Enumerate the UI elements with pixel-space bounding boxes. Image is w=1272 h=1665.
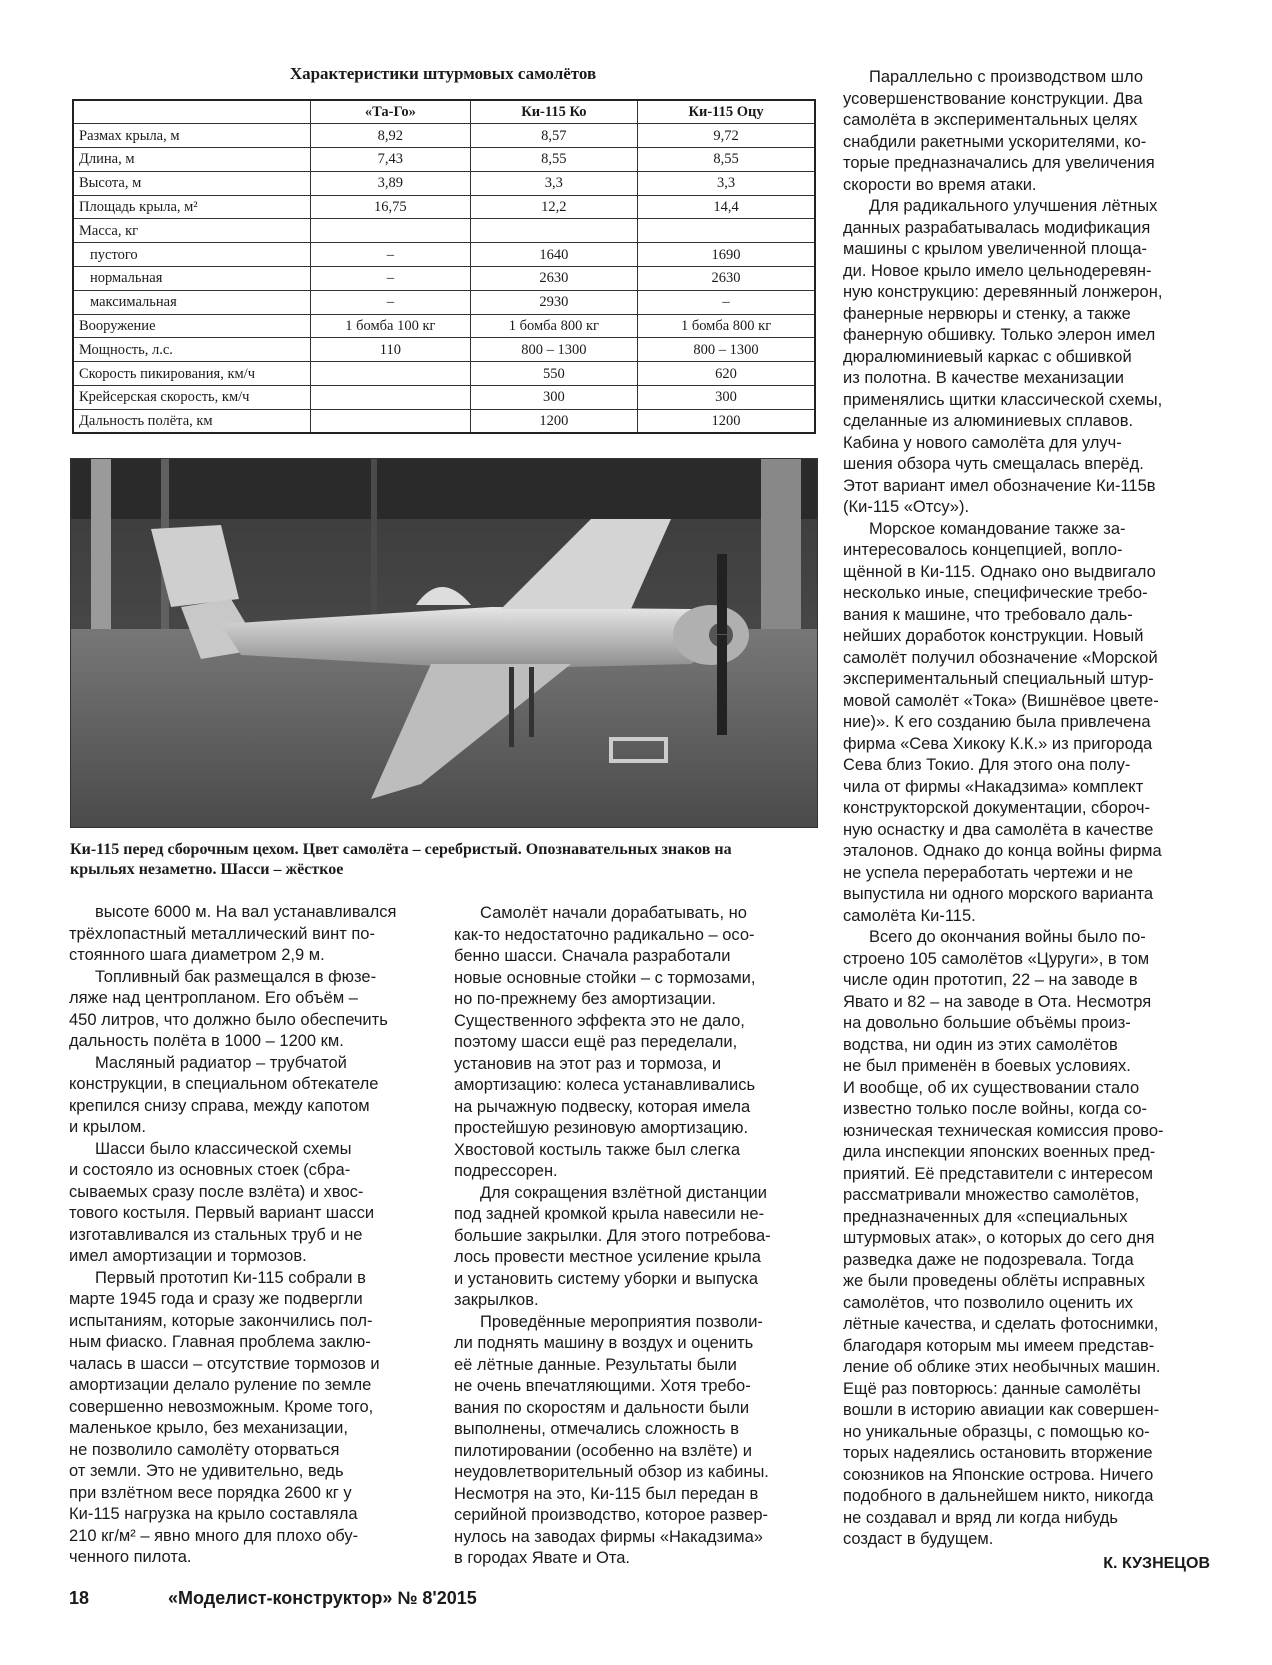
text-line: щённой в Ки-115. Однако оно выдвигало	[843, 562, 1156, 581]
table-row	[73, 195, 815, 219]
table-cell: 110	[311, 338, 471, 362]
photo-caption	[70, 840, 818, 880]
row-label: нормальная	[73, 267, 311, 291]
text-line: большие закрылки. Для этого потребова-	[454, 1226, 771, 1245]
text-line: Ещё раз повторюсь: данные самолёты	[843, 1379, 1141, 1398]
table-cell: 2630	[638, 267, 815, 291]
text-line: амортизации делало руление по земле	[69, 1376, 372, 1394]
table-row	[73, 314, 815, 338]
table-header-cell	[73, 100, 311, 124]
text-line: Проведённые мероприятия позволи-	[480, 1312, 763, 1331]
row-label: Скорость пикирования, км/ч	[73, 362, 311, 386]
text-line: экспериментальный специальный штур-	[843, 670, 1154, 688]
table-row	[73, 338, 815, 362]
table-cell: 300	[638, 386, 815, 410]
text-line: известно только после войны, когда со-	[843, 1100, 1148, 1118]
text-line: чалась в шасси – отсутствие тормозов и	[69, 1354, 380, 1373]
text-line: вания по скоростям и дальности были	[454, 1398, 750, 1417]
text-line: дила инспекции японских военных пред-	[843, 1143, 1156, 1161]
text-line: приятий. Её представители с интересом	[843, 1164, 1153, 1183]
table-cell	[311, 362, 471, 386]
table-cell: 800 – 1300	[470, 338, 637, 362]
text-line: благодаря которым мы имеем представ-	[843, 1336, 1155, 1355]
table-row	[73, 386, 815, 410]
text-line: высоте 6000 м. На вал устанавливался	[95, 903, 397, 921]
text-line: ную конструкцию: деревянный лонжерон,	[843, 283, 1163, 301]
text-line: сываемых сразу после взлёта) и хвос-	[69, 1182, 364, 1201]
table-row	[73, 243, 815, 267]
text-line: Этот вариант имел обозначение Ки-115в	[843, 476, 1156, 495]
text-line: трёхлопастный металлический винт по-	[69, 924, 375, 943]
table-cell: 12,2	[470, 195, 637, 219]
text-line: подобного в дальнейшем никто, никогда	[843, 1487, 1154, 1505]
table-cell: 300	[470, 386, 637, 410]
table-cell: 550	[470, 362, 637, 386]
text-line: новые основные стойки – с тормозами,	[454, 968, 756, 987]
article-column-3	[843, 67, 1210, 1551]
text-line: крепился снизу справа, между капотом	[69, 1096, 370, 1115]
text-line: закрылков.	[454, 1291, 539, 1309]
text-line: Существенного эффекта это не дало,	[454, 1011, 745, 1030]
text-line: числе один прототип, 22 – на заводе в	[843, 971, 1138, 989]
article-column-2	[454, 903, 818, 1570]
text-line: эталонов. Однако до конца войны фирма	[843, 842, 1162, 860]
text-line: ление об облике этих необычных машин.	[843, 1358, 1161, 1376]
table-row	[73, 148, 815, 172]
text-line: марте 1945 года и сразу же подвергли	[69, 1290, 363, 1308]
table-cell: 1200	[638, 409, 815, 433]
table-cell: 3,89	[311, 171, 471, 195]
text-line: Несмотря на это, Ки-115 был передан в	[454, 1484, 759, 1503]
row-label: Размах крыла, м	[73, 124, 311, 148]
text-line: машины с крылом увеличенной площа-	[843, 240, 1147, 258]
table-cell: 14,4	[638, 195, 815, 219]
text-line: и крылом.	[69, 1118, 146, 1136]
table-row	[73, 219, 815, 243]
text-line: выполнены, отмечались сложность в	[454, 1420, 739, 1438]
text-line: Всего до окончания войны было по-	[869, 928, 1146, 946]
table-cell: 2930	[470, 290, 637, 314]
text-line: не позволило самолёту оторваться	[69, 1440, 340, 1459]
text-line: самолётов, что позволило оценить их	[843, 1293, 1134, 1312]
table-cell: 2630	[470, 267, 637, 291]
text-line: вания к машине, что требовало даль-	[843, 605, 1133, 624]
text-line: при взлётном весе порядка 2600 кг у	[69, 1483, 352, 1502]
text-line: вошли в историю авиации как совершен-	[843, 1401, 1160, 1419]
text-line: в городах Явате и Ота.	[454, 1549, 631, 1567]
text-line: 210 кг/м² – явно много для плохо обу-	[69, 1526, 359, 1545]
text-line: но по-прежнему без амортизации.	[454, 990, 716, 1008]
text-line: не успела переработать чертежи и не	[843, 863, 1134, 882]
table-row	[73, 171, 815, 195]
table-title: Характеристики штурмовых самолётов	[289, 64, 597, 83]
text-line: на довольно большие объёмы произ-	[843, 1014, 1131, 1032]
table-cell	[638, 219, 815, 243]
row-label: Высота, м	[73, 171, 311, 195]
table-cell: 16,75	[311, 195, 471, 219]
text-line: Кабина у нового самолёта для улуч-	[843, 433, 1122, 452]
text-line: разведка даже не подозревала. Тогда	[843, 1250, 1134, 1269]
table-row	[73, 124, 815, 148]
row-label: Мощность, л.с.	[73, 338, 311, 362]
text-line: строено 105 самолётов «Цуруги», в том	[843, 949, 1150, 968]
text-line: ченного пилота.	[69, 1548, 192, 1566]
table-cell: 1 бомба 800 кг	[638, 314, 815, 338]
text-line: Масляный радиатор – трубчатой	[95, 1053, 347, 1072]
text-line: фанерную обшивку. Только элерон имел	[843, 326, 1156, 344]
caption-line: крыльях незаметно. Шасси – жёсткое	[70, 861, 344, 878]
text-line: пилотировании (особенно на взлёте) и	[454, 1441, 752, 1460]
table-cell: 8,55	[470, 148, 637, 172]
text-line: от земли. Это не удивительно, ведь	[69, 1462, 344, 1480]
row-label: пустого	[73, 243, 311, 267]
text-line: и установить систему уборки и выпуска	[454, 1269, 758, 1288]
text-line: фирма «Сева Хикоку К.К.» из пригорода	[843, 734, 1153, 753]
text-line: не был применён в боевых условиях.	[843, 1057, 1131, 1075]
text-line: под задней кромкой крыла навесили не-	[454, 1205, 765, 1223]
text-line: стоянного шага диаметром 2,9 м.	[69, 946, 325, 964]
text-line: Явато и 82 – на заводе в Ота. Несмотря	[843, 992, 1152, 1011]
text-line: нейших доработок конструкции. Новый	[843, 627, 1144, 645]
text-line: лётные качества, и сделать фотоснимки,	[843, 1315, 1159, 1333]
text-line: Хвостовой костыль также был слегка	[454, 1140, 741, 1159]
text-line: и состояло из основных стоек (сбра-	[69, 1161, 351, 1179]
table-header-cell: Ки-115 Ко	[470, 100, 637, 124]
text-line: рассматривали множество самолётов,	[843, 1186, 1140, 1204]
text-line: Первый прототип Ки-115 собрали в	[95, 1268, 366, 1287]
table-cell: 1690	[638, 243, 815, 267]
table-cell: 800 – 1300	[638, 338, 815, 362]
text-line: из полотна. В качестве механизации	[843, 369, 1125, 387]
text-line: Морское командование также за-	[869, 519, 1126, 538]
text-line: маленькое крыло, без механизации,	[69, 1419, 348, 1437]
text-line: не создавал и вряд ли когда нибудь	[843, 1508, 1118, 1527]
text-line: (Ки-115 «Отсу»).	[843, 498, 970, 516]
spec-table	[72, 99, 816, 434]
text-line: дюралюминиевый каркас с обшивкой	[843, 347, 1132, 366]
text-line: как-то недостаточно радикально – осо-	[454, 925, 755, 944]
text-line: чила от фирмы «Накадзима» комплект	[843, 777, 1144, 796]
table-row	[73, 362, 815, 386]
table-row	[73, 409, 815, 433]
text-line: изготавливался из стальных труб и не	[69, 1225, 363, 1244]
text-line: самолёта Ки-115.	[843, 906, 976, 925]
table-cell: 8,55	[638, 148, 815, 172]
table-cell: 1 бомба 800 кг	[470, 314, 637, 338]
table-row	[73, 290, 815, 314]
text-line: поэтому шасси ещё раз переделали,	[454, 1033, 738, 1051]
text-line: сделанные из алюминиевых сплавов.	[843, 412, 1134, 430]
text-line: Для сокращения взлётной дистанции	[480, 1183, 767, 1202]
table-header-cell: Ки-115 Оцу	[638, 100, 815, 124]
text-line: бенно шасси. Сначала разработали	[454, 947, 731, 965]
author-name: К. КУЗНЕЦОВ	[1103, 1555, 1210, 1572]
text-line: самолёт получил обозначение «Морской	[843, 648, 1158, 667]
text-line: же были проведены облёты исправных	[843, 1272, 1146, 1290]
row-label: Крейсерская скорость, км/ч	[73, 386, 311, 410]
text-line: скорости во время атаки.	[843, 175, 1037, 194]
text-line: амортизацию: колеса устанавливались	[454, 1076, 756, 1094]
text-line: Шасси было классической схемы	[95, 1139, 352, 1158]
text-line: ние)». К его созданию была привлечена	[843, 713, 1151, 731]
text-line: штурмовых атак», о которых до сего дня	[843, 1229, 1155, 1247]
text-line: Для радикального улучшения лётных	[869, 197, 1158, 215]
text-line: применялись щитки классической схемы,	[843, 390, 1163, 409]
text-line: выпустила ни одного морского варианта	[843, 885, 1154, 903]
table-header-cell: «Та-Го»	[311, 100, 471, 124]
text-line: тового костыля. Первый вариант шасси	[69, 1204, 375, 1222]
text-line: установив на этот раз и тормоза, и	[454, 1054, 722, 1073]
text-line: ляже над центропланом. Его объём –	[69, 989, 358, 1007]
text-line: создаст в будущем.	[843, 1530, 994, 1548]
text-line: предназначенных для «специальных	[843, 1207, 1128, 1226]
text-line: 450 литров, что должно было обеспечить	[69, 1010, 388, 1029]
page-number: 18	[69, 1588, 90, 1608]
table-cell: –	[638, 290, 815, 314]
table-cell	[311, 386, 471, 410]
table-cell: 3,3	[470, 171, 637, 195]
text-line: ным фиаско. Главная проблема заклю-	[69, 1333, 371, 1351]
table-cell: 3,3	[638, 171, 815, 195]
aircraft-photo	[70, 458, 818, 828]
table-cell	[470, 219, 637, 243]
text-line: фанерные нервюры и стенку, а также	[843, 304, 1131, 323]
text-line: Самолёт начали дорабатывать, но	[480, 904, 747, 922]
text-line: торых надеялись остановить вторжение	[843, 1444, 1153, 1462]
row-label: Вооружение	[73, 314, 311, 338]
caption-line: Ки-115 перед сборочным цехом. Цвет самолёта – серебристый. Опознавательных знаков на	[70, 841, 732, 858]
text-line: интересовалось концепцией, вопло-	[843, 541, 1123, 559]
text-line: нулось на заводах фирмы «Накадзима»	[454, 1527, 763, 1546]
text-line: несколько иные, специфические требо-	[843, 584, 1148, 602]
text-line: но уникальные образцы, с помощью ко-	[843, 1422, 1150, 1441]
text-line: Топливный бак размещался в фюзе-	[95, 967, 377, 986]
table-cell: 620	[638, 362, 815, 386]
table-row	[73, 267, 815, 291]
text-line: подрессорен.	[454, 1162, 558, 1180]
text-line: данных разрабатывалась модификация	[843, 218, 1151, 237]
text-line: серийной производство, которое развер-	[454, 1506, 768, 1524]
row-label: Масса, кг	[73, 219, 311, 243]
table-cell: 8,57	[470, 124, 637, 148]
text-line: мовой самолёт «Тока» (Вишнёвое цвете-	[843, 691, 1159, 710]
text-line: И вообще, об их существовании стало	[843, 1078, 1140, 1097]
row-label: Длина, м	[73, 148, 311, 172]
table-cell: 8,92	[311, 124, 471, 148]
table-cell: 1200	[470, 409, 637, 433]
text-line: снабдили ракетными ускорителями, ко-	[843, 132, 1147, 151]
text-line: Сева близ Токио. Для этого она полу-	[843, 756, 1131, 774]
text-line: простейшую резиновую амортизацию.	[454, 1119, 749, 1137]
magazine-title: «Моделист-конструктор» № 8'2015	[168, 1588, 477, 1608]
table-header-row	[73, 100, 815, 124]
text-line: ди. Новое крыло имело цельнодеревян-	[843, 261, 1152, 280]
text-line: юзническая техническая комиссия прово-	[843, 1121, 1164, 1140]
text-line: союзников на Японские острова. Ничего	[843, 1465, 1154, 1484]
table-cell	[311, 409, 471, 433]
text-line: совершенно невозможным. Кроме того,	[69, 1397, 374, 1416]
table-cell: –	[311, 267, 471, 291]
text-line: водства, ни один из этих самолётов	[843, 1035, 1118, 1054]
row-label: Площадь крыла, м²	[73, 195, 311, 219]
row-label: Дальность полёта, км	[73, 409, 311, 433]
text-line: усовершенствование конструкции. Два	[843, 89, 1143, 108]
text-line: Ки-115 нагрузка на крыло составляла	[69, 1505, 358, 1523]
text-line: торые предназначались для увеличения	[843, 154, 1155, 172]
article-column-1	[69, 902, 431, 1569]
text-line: ную оснастку и два самолёта в качестве	[843, 820, 1154, 839]
text-line: на рычажную подвеску, которая имела	[454, 1097, 751, 1116]
text-line: её лётные данные. Результаты были	[454, 1355, 737, 1374]
text-line: лось провести местное усиление крыла	[454, 1248, 761, 1266]
table-cell	[311, 219, 471, 243]
text-line: не очень впечатляющими. Хотя требо-	[454, 1377, 751, 1395]
table-cell: 7,43	[311, 148, 471, 172]
table-cell: –	[311, 290, 471, 314]
text-line: Параллельно с производством шло	[869, 68, 1144, 86]
table-cell: 1640	[470, 243, 637, 267]
text-line: имел амортизации и тормозов.	[69, 1247, 307, 1265]
row-label: максимальная	[73, 290, 311, 314]
table-cell: –	[311, 243, 471, 267]
text-line: неудовлетворительный обзор из кабины.	[454, 1463, 769, 1481]
text-line: ли поднять машину в воздух и оценить	[454, 1334, 754, 1352]
text-line: шения обзора чуть смещалась вперёд.	[843, 455, 1144, 473]
text-line: самолёта в экспериментальных целях	[843, 111, 1138, 129]
table-cell: 9,72	[638, 124, 815, 148]
text-line: испытаниям, которые закончились пол-	[69, 1311, 373, 1330]
text-line: конструкторской документации, сбороч-	[843, 799, 1150, 817]
table-cell: 1 бомба 100 кг	[311, 314, 471, 338]
text-line: дальность полёта в 1000 – 1200 км.	[69, 1032, 344, 1050]
text-line: конструкции, в специальном обтекателе	[69, 1075, 379, 1093]
